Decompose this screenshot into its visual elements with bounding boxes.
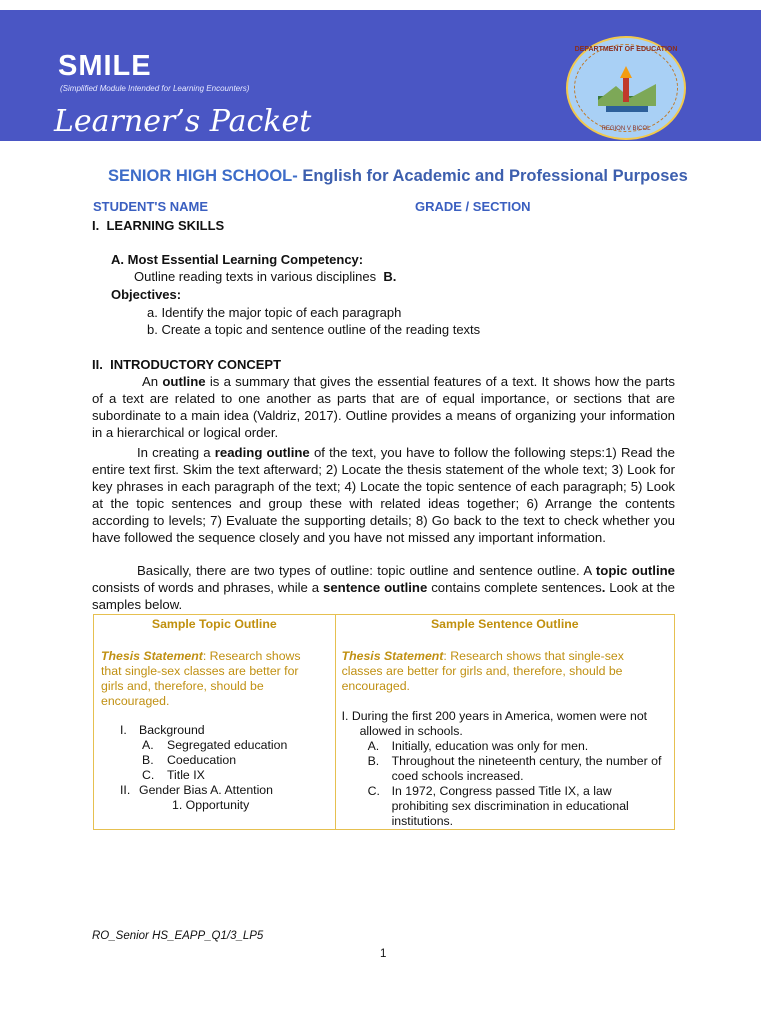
topic-outline-header: Sample Topic Outline [151,617,277,631]
sentence-outline-header: Sample Sentence Outline [430,617,579,631]
seal-text-bottom: REGION V BICOL [601,126,651,132]
paragraph-reading-outline: In creating a reading outline of the text, you have to follow the following steps:1) Read the entire text first. Skim the text afterward; 2) Locate the thesis statement of the whole text; 3) Look for key phrases in each paragraph of the text; 4) Locate the topic sentence of each paragraph; 5) Look at the topic sentences and group these with related ideas together; 6) Arrange the contents according to levels; 7) Evaluate the supporting details; 8) Go back to the text to check whether you have followed the sequence closely and you have not missed any important information. [92,445,675,545]
sample-outline-table [93,614,675,830]
term-topic-outline: topic outline [595,563,676,578]
document-title [108,166,708,186]
section-2-title: INTRODUCTORY CONCEPT [110,357,282,372]
torch-icon [598,66,656,114]
sentence-outline-cell [335,615,674,830]
smile-subtitle: (Simplified Module Intended for Learning Encounters) [60,84,250,93]
section-1-title: LEARNING SKILLS [106,218,225,233]
student-name-label: STUDENT'S NAME [93,199,209,214]
topic-outline-cell [94,615,336,830]
section-2-number: II. [92,357,103,372]
title-rest: English for Academic and Professional Purposes [297,167,688,185]
page-number: 1 [380,948,387,960]
objective-b: b. Create a topic and sentence outline of the reading texts [147,322,481,337]
term-reading-outline: reading outline [214,445,310,460]
sentence-thesis: Thesis Statement: Research shows that single-sex classes are better for girls and, therefore, should be encouraged. [341,649,624,693]
topic-thesis: Thesis Statement: Research shows that single-sex classes are better for girls and, therefore, should be encouraged. [101,649,301,708]
deped-seal-icon [566,36,686,140]
header-banner [0,10,761,141]
competency-body: Outline reading texts in various disciplines [134,269,377,284]
sentence-outline-list: I. During the first 200 years in America, women were not allowed in schools. A. Initially, education was only for men. B. Throughout the nineteenth century, the number of coed schools increased. C. In 1972, Congress passed Title IX, a law prohibiting sex discrimination in educational institutions. [341,709,662,828]
term-outline: outline [162,374,206,389]
competency-text [134,268,396,285]
section-1-number: I. [92,218,100,233]
footer-code: RO_Senior HS_EAPP_Q1/3_LP5 [92,930,264,942]
term-sentence-outline: sentence outline [323,580,428,595]
seal-text-top: DEPARTMENT OF EDUCATION [574,46,678,53]
learners-packet-title: Learner’s Packet [54,104,312,139]
smile-logo: SMILE [58,50,152,82]
objective-a: a. Identify the major topic of each paragraph [147,305,402,320]
section-2-heading [92,356,281,373]
title-prefix: SENIOR HIGH SCHOOL- [108,167,298,185]
objectives-heading: Objectives: [111,287,182,302]
section-1-heading [92,217,224,234]
grade-section-label: GRADE / SECTION [415,199,531,214]
paragraph-outline-types: Basically, there are two types of outline: topic outline and sentence outline. A topic outline consists of words and phrases, while a sentence outline contains complete sentences. Look at the samples below. [92,563,676,612]
competency-heading: A. Most Essential Learning Competency: [111,252,364,267]
competency-b: B. [383,269,397,284]
topic-outline-list: I. Background A. Segregated education B. Coeducation C. Title IX II. Gender Bias A. Attention 1. Opportunity [120,723,288,812]
paragraph-outline-definition: An outline is a summary that gives the essential features of a text. It shows how the parts of a text are related to one another as parts that are of equal importance, or sections that are subordinate to a main idea (Valdriz, 2017). Outline provides a means of organizing your information in a hierarchical or logical order. [92,374,675,440]
